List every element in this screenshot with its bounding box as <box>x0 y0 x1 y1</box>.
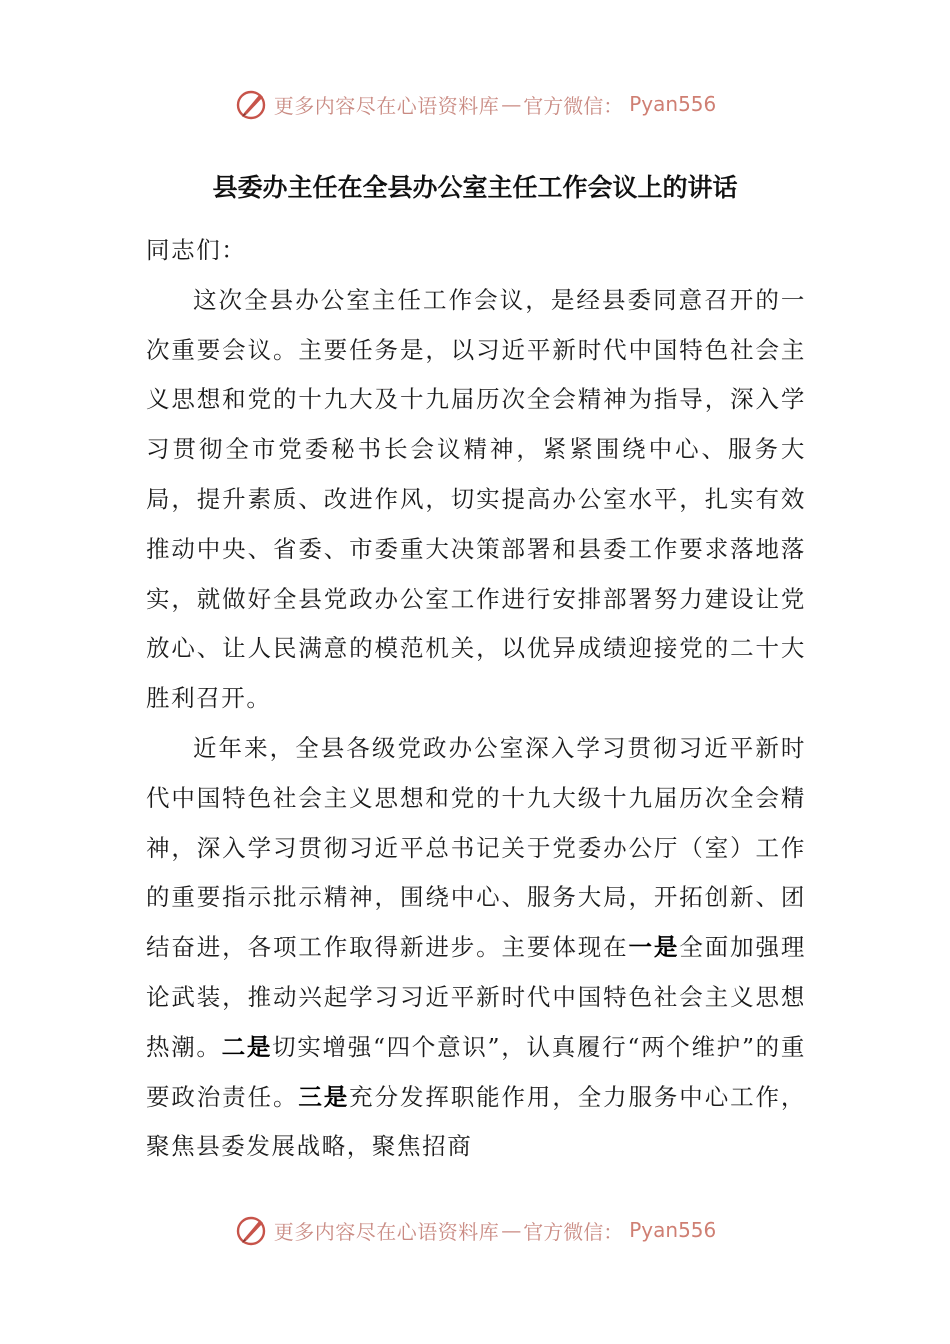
banner-wechat-id: Pyan556 <box>629 92 717 116</box>
paragraph-2 <box>146 724 806 1172</box>
point-1-label: 一是 <box>628 933 680 962</box>
point-2-text: 切实增强“四个意识”，认真履行“两个维护”的重要政治责任。 <box>146 1032 806 1111</box>
quill-logo-icon <box>234 86 270 122</box>
point-3-label: 三是 <box>298 1082 350 1111</box>
banner-wechat-id: Pyan556 <box>629 1218 717 1242</box>
header-banner <box>0 82 950 126</box>
point-2-label: 二是 <box>221 1032 273 1061</box>
quill-logo-icon <box>234 1212 270 1248</box>
footer-banner <box>0 1208 950 1252</box>
banner-wechat-label: 官方微信： <box>523 1219 624 1244</box>
banner-site-text: 更多内容尽在心语资料库 <box>273 1219 500 1244</box>
document-title: 县委办主任在全县办公室主任工作会议上的讲话 <box>212 173 738 202</box>
banner-wechat-label: 官方微信： <box>523 93 624 118</box>
point-3-text: 充分发挥职能作用，全力服务中心工作，聚焦县委发展战略，聚焦招商 <box>146 1082 806 1161</box>
salutation: 同志们： <box>146 236 247 264</box>
banner-site-text: 更多内容尽在心语资料库 <box>273 93 500 118</box>
point-1-text: 全面加强理论武装，推动兴起学习习近平新时代中国特色社会主义思想热潮。 <box>146 933 807 1061</box>
banner-separator: — <box>501 92 522 116</box>
document-body <box>146 226 806 1172</box>
paragraph-2-intro: 近年来，全县各级党政办公室深入学习贯彻习近平新时代中国特色社会主义思想和党的十九大级十九届历次全会精神，深入学习贯彻习近平总书记关于党委办公厅（室）工作的重要指示批示精神，围绕中心、服务大局，开拓创新、团结奋进，各项工作取得新进步。主要体现在 <box>146 733 806 962</box>
paragraph-1: 这次全县办公室主任工作会议，是经县委同意召开的一次重要会议。主要任务是，以习近平新时代中国特色社会主义思想和党的十九大及十九届历次全会精神为指导，深入学习贯彻全市党委秘书长会议精神，紧紧围绕中心、服务大局，提升素质、改进作风，切实提高办公室水平，扎实有效推动中央、省委、市委重大决策部署和县委工作要求落地落实，就做好全县党政办公室工作进行安排部署努力建设让党放心、让人民满意的模范机关，以优异成绩迎接党的二十大胜利召开。 <box>146 285 806 713</box>
banner-separator: — <box>501 1218 522 1242</box>
